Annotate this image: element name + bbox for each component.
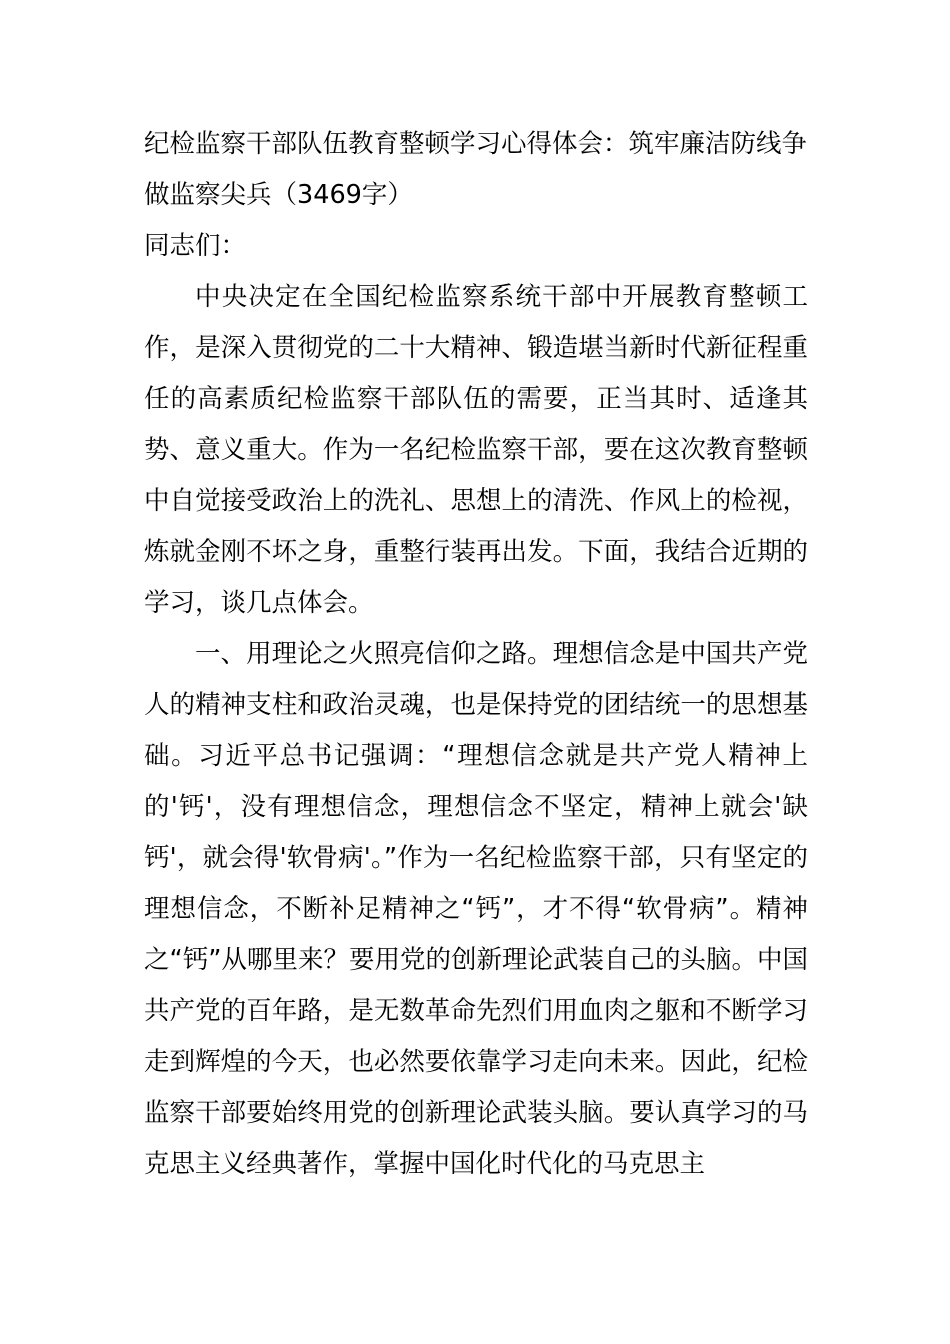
paragraph-section-one: 一、用理论之火照亮信仰之路。理想信念是中国共产党人的精神支柱和政治灵魂，也是保持党的团结统一的思想基础。习近平总书记强调：“理想信念就是共产党人精神上的'钙'，没有理想信念，理想信念不坚定，精神上就会'缺钙'，就会得'软骨病'。”作为一名纪检监察干部，只有坚定的理想信念，不断补足精神之“钙”，才不得“软骨病”。精神之“钙”从哪里来？要用党的创新理论武装自己的头脑。中国共产党的百年路，是无数革命先烈们用血肉之躯和不断学习走到辉煌的今天，也必然要依靠学习走向未来。因此，纪检监察干部要始终用党的创新理论武装头脑。要认真学习的马克思主义经典著作，掌握中国化时代化的马克思主 bbox=[144, 639, 808, 1179]
document-title: 纪检监察干部队伍教育整顿学习心得体会：筑牢廉洁防线争做监察尖兵（3469字） bbox=[144, 129, 808, 210]
paragraph-intro: 中央决定在全国纪检监察系统干部中开展教育整顿工作，是深入贯彻党的二十大精神、锻造堪当新时代新征程重任的高素质纪检监察干部队伍的需要，正当其时、适逢其势、意义重大。作为一名纪检监察干部，要在这次教育整顿中自觉接受政治上的洗礼、思想上的清洗、作风上的检视，炼就金刚不坏之身，重整行装再出发。下面，我结合近期的学习，谈几点体会。 bbox=[144, 282, 808, 618]
salutation: 同志们： bbox=[144, 231, 247, 261]
document-body bbox=[144, 119, 808, 1190]
